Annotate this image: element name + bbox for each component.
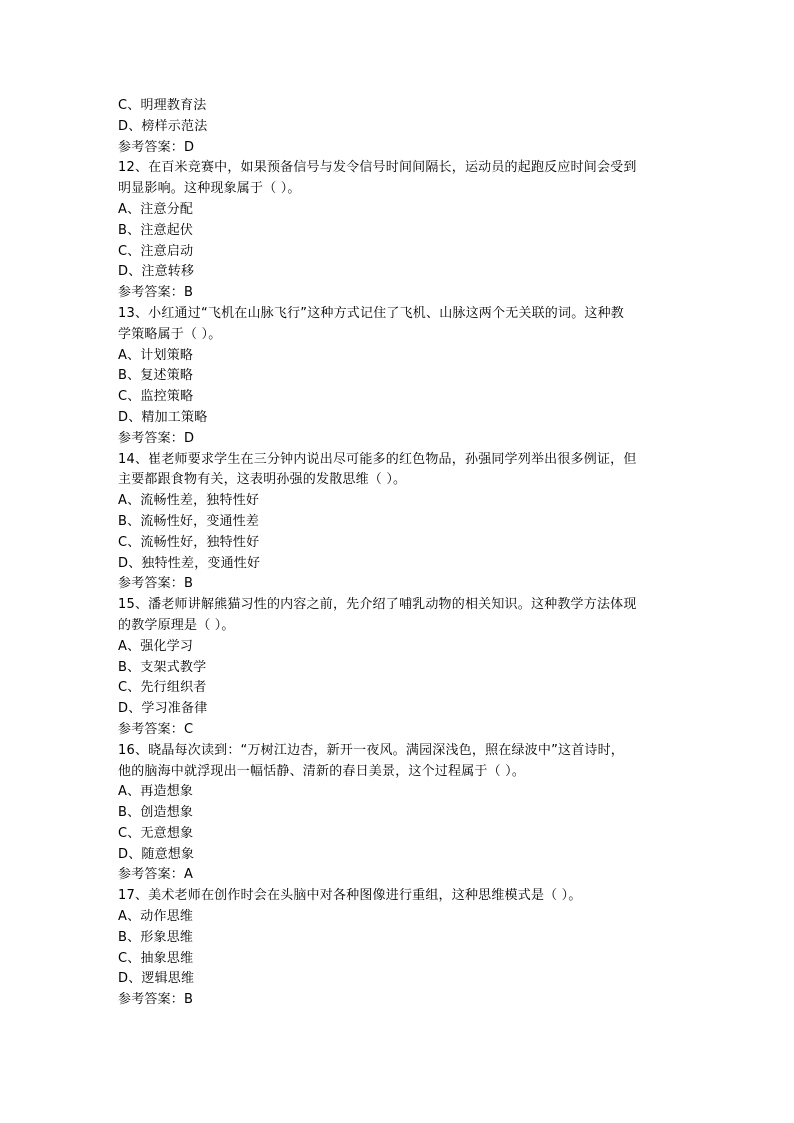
answer: 参考答案：D	[118, 430, 195, 446]
option-a: A、动作思维	[118, 909, 194, 925]
option-c: C、注意启动	[118, 243, 194, 259]
question-stem: 16、晓晶每次读到：“万树江边杏，新开一夜风。满园深浅色，照在绿波中”这首诗时，	[118, 742, 625, 758]
option-b: B、创造想象	[118, 805, 194, 821]
option-d: D、榜样示范法	[118, 118, 208, 134]
question-stem: 的教学原理是（ ）。	[118, 617, 235, 633]
question-13	[118, 304, 678, 450]
option-d: D、精加工策略	[118, 409, 208, 425]
option-a: A、流畅性差，独特性好	[118, 493, 260, 509]
option-d: D、学习准备律	[118, 701, 208, 717]
question-stem: 12、在百米竞赛中，如果预备信号与发令信号时间间隔长，运动员的起跑反应时间会受到	[118, 160, 637, 176]
question-stem: 15、潘老师讲解熊猫习性的内容之前，先介绍了哺乳动物的相关知识。这种教学方法体现	[118, 597, 637, 613]
answer: 参考答案：B	[118, 992, 194, 1008]
option-d: D、独特性差，变通性好	[118, 555, 261, 571]
option-b: B、形象思维	[118, 929, 194, 945]
option-c: C、流畅性好，独特性好	[118, 534, 260, 550]
option-a: A、计划策略	[118, 347, 194, 363]
question-11-tail	[118, 96, 678, 158]
question-15	[118, 595, 678, 741]
answer: 参考答案：B	[118, 285, 194, 301]
question-16	[118, 741, 678, 887]
question-stem: 他的脑海中就浮现出一幅恬静、清新的春日美景，这个过程属于（ ）。	[118, 763, 526, 779]
option-b: B、复述策略	[118, 368, 194, 384]
option-d: D、注意转移	[118, 264, 195, 280]
option-b: B、注意起伏	[118, 222, 194, 238]
option-a: A、注意分配	[118, 201, 194, 217]
question-stem: 13、小红通过“飞机在山脉飞行”这种方式记住了飞机、山脉这两个无关联的词。这种教	[118, 305, 625, 321]
answer: 参考答案：C	[118, 721, 194, 737]
option-c: C、先行组织者	[118, 680, 207, 696]
document-page	[118, 96, 678, 1011]
question-12	[118, 158, 678, 304]
answer: 参考答案：D	[118, 139, 195, 155]
question-stem: 明显影响。这种现象属于（ ）。	[118, 181, 301, 197]
question-17	[118, 886, 678, 1011]
question-14	[118, 450, 678, 596]
question-stem: 14、崔老师要求学生在三分钟内说出尽可能多的红色物品，孙强同学列举出很多例证，但	[118, 451, 637, 467]
answer: 参考答案：B	[118, 576, 194, 592]
option-a: A、再造想象	[118, 784, 194, 800]
question-stem: 主要都跟食物有关，这表明孙强的发散思维（ ）。	[118, 472, 407, 488]
option-c: C、明理教育法	[118, 98, 207, 113]
option-c: C、无意想象	[118, 825, 194, 841]
option-c: C、抽象思维	[118, 950, 194, 966]
question-stem: 学策略属于（ ）。	[118, 326, 222, 342]
option-d: D、逻辑思维	[118, 971, 195, 987]
option-d: D、随意想象	[118, 846, 195, 862]
question-stem: 17、美术老师在创作时会在头脑中对各种图像进行重组，这种思维模式是（ ）。	[118, 888, 582, 904]
option-a: A、强化学习	[118, 638, 194, 654]
option-b: B、支架式教学	[118, 659, 207, 675]
option-b: B、流畅性好，变通性差	[118, 513, 260, 529]
option-c: C、监控策略	[118, 389, 194, 405]
answer: 参考答案：A	[118, 867, 194, 883]
